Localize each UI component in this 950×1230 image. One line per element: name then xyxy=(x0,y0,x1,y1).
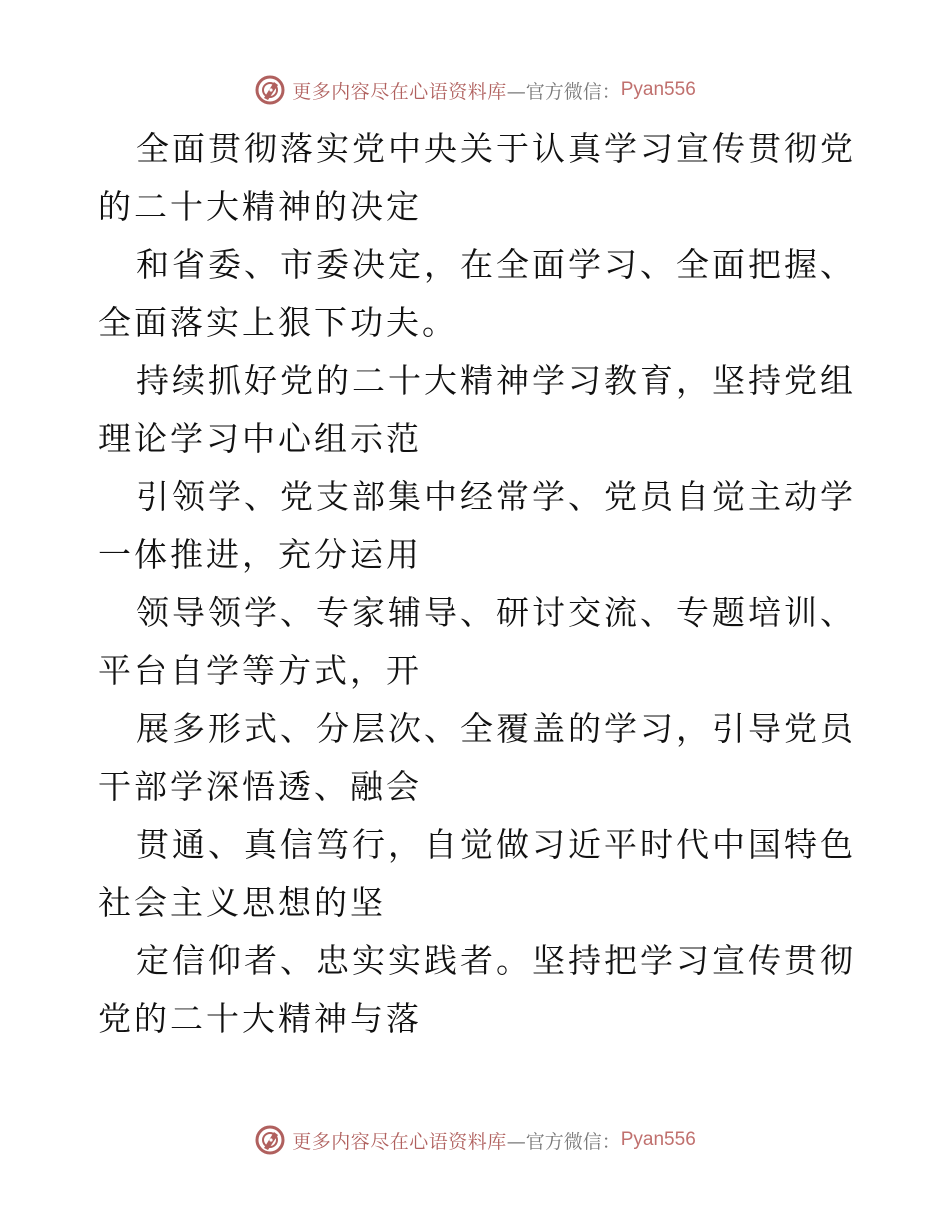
document-body xyxy=(98,120,858,1048)
banner-text: 更多内容尽在心语资料库 xyxy=(292,1130,507,1153)
paragraph: 定信仰者、忠实实践者。坚持把学习宣传贯彻党的二十大精神与落 xyxy=(98,941,856,1038)
paragraph: 引领学、党支部集中经常学、党员自觉主动学一体推进，充分运用 xyxy=(98,477,856,574)
footer-banner xyxy=(0,1120,950,1160)
paragraph: 领导领学、专家辅导、研讨交流、专题培训、平台自学等方式，开 xyxy=(98,593,856,690)
banner-separator: —官方微信： xyxy=(506,80,621,103)
banner-wechat-id: Pyan556 xyxy=(620,79,696,100)
banner-wechat-id: Pyan556 xyxy=(620,1129,696,1150)
pen-nib-logo-icon xyxy=(254,74,286,106)
header-banner xyxy=(0,70,950,110)
banner-text: 更多内容尽在心语资料库 xyxy=(292,80,507,103)
banner-separator: —官方微信： xyxy=(506,1130,621,1153)
paragraph: 和省委、市委决定，在全面学习、全面把握、全面落实上狠下功夫。 xyxy=(98,245,856,342)
paragraph: 全面贯彻落实党中央关于认真学习宣传贯彻党的二十大精神的决定 xyxy=(98,129,856,226)
paragraph: 展多形式、分层次、全覆盖的学习，引导党员干部学深悟透、融会 xyxy=(98,709,856,806)
pen-nib-logo-icon xyxy=(254,1124,286,1156)
paragraph: 持续抓好党的二十大精神学习教育，坚持党组理论学习中心组示范 xyxy=(98,361,856,458)
paragraph: 贯通、真信笃行，自觉做习近平时代中国特色社会主义思想的坚 xyxy=(98,825,856,922)
